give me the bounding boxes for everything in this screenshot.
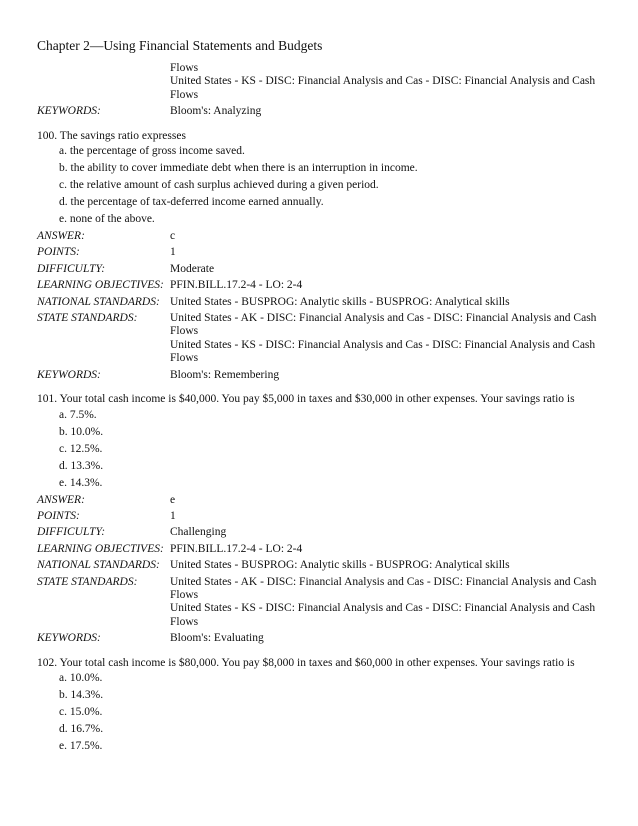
meta-line: Bloom's: Evaluating [170, 632, 264, 645]
meta-line: Moderate [170, 262, 215, 275]
meta-row [37, 526, 607, 539]
meta-line: 1 [170, 246, 176, 259]
meta-line: United States - BUSPROG: Analytic skills - BUSPROG: Analytical skills [170, 295, 510, 308]
meta-label: KEYWORDS: [37, 105, 101, 118]
meta-label: POINTS: [37, 509, 80, 522]
meta-row [37, 559, 607, 572]
answer-choice: e. 17.5%. [59, 739, 103, 752]
question-block [37, 657, 607, 754]
meta-value [170, 510, 607, 523]
meta-row [37, 230, 607, 243]
meta-value [170, 526, 607, 539]
meta-value [170, 230, 607, 243]
meta-line: United States - KS - DISC: Financial Analysis and Cas - DISC: Financial Analysis and Cash Flows [170, 602, 596, 628]
meta-row [37, 543, 607, 556]
meta-label: STATE STANDARDS: [37, 575, 138, 588]
answer-choice: a. 10.0%. [59, 671, 103, 684]
meta-row [37, 369, 607, 382]
meta-line: United States - AK - DISC: Financial Analysis and Cas - DISC: Financial Analysis and Cash Flows [170, 575, 597, 601]
meta-label: ANSWER: [37, 230, 85, 243]
question-content [37, 62, 607, 757]
meta-row [37, 246, 607, 259]
meta-value [170, 279, 607, 292]
meta-label: NATIONAL STANDARDS: [37, 559, 160, 572]
meta-value [170, 263, 607, 276]
meta-label: NATIONAL STANDARDS: [37, 295, 160, 308]
meta-line: United States - AK - DISC: Financial Analysis and Cas - DISC: Financial Analysis and Cash Flows [170, 312, 597, 338]
meta-label: ANSWER: [37, 493, 85, 506]
answer-choices [37, 409, 607, 490]
meta-label: LEARNING OBJECTIVES: [37, 279, 164, 292]
meta-line: e [170, 493, 176, 506]
meta-value [170, 62, 607, 102]
meta-label [37, 62, 170, 102]
answer-choices [37, 672, 607, 753]
meta-value [170, 494, 607, 507]
meta-label: DIFFICULTY: [37, 526, 106, 539]
meta-line: PFIN.BILL.17.2-4 - LO: 2-4 [170, 542, 303, 555]
answer-choice: b. 10.0%. [59, 425, 104, 438]
meta-row [37, 263, 607, 276]
meta-value: Bloom's: Analyzing [170, 105, 262, 118]
question-block [37, 393, 607, 645]
meta-line: c [170, 230, 176, 243]
question-stem: 100. The savings ratio expresses [37, 129, 186, 142]
meta-row [37, 279, 607, 292]
carryover-state-standards [37, 62, 607, 102]
meta-row [37, 494, 607, 507]
answer-choice: c. 12.5%. [59, 442, 103, 455]
meta-label: KEYWORDS: [37, 632, 101, 645]
meta-label: LEARNING OBJECTIVES: [37, 542, 164, 555]
meta-row [37, 312, 607, 366]
answer-choice: e. 14.3%. [59, 476, 103, 489]
meta-value [170, 296, 607, 309]
carryover-keywords [37, 105, 607, 118]
page-title: Chapter 2—Using Financial Statements and Budgets [37, 38, 323, 53]
question-list [37, 130, 607, 754]
meta-label: STATE STANDARDS: [37, 312, 138, 325]
meta-value [170, 246, 607, 259]
question-stem: 101. Your total cash income is $40,000. You pay $5,000 in taxes and $30,000 in other expenses. Your savings ratio is [37, 393, 575, 406]
meta-row [37, 296, 607, 309]
meta-line: 1 [170, 509, 176, 522]
answer-choice: a. 7.5%. [59, 408, 97, 421]
meta-line: Bloom's: Remembering [170, 368, 280, 381]
meta-row [37, 576, 607, 630]
meta-line: Flows [170, 62, 199, 74]
meta-line: Challenging [170, 526, 227, 539]
meta-line: United States - KS - DISC: Financial Analysis and Cas - DISC: Financial Analysis and Cash Flows [170, 338, 596, 365]
answer-choice: e. none of the above. [59, 213, 155, 226]
meta-value [170, 632, 607, 645]
meta-value [170, 369, 607, 382]
meta-value [170, 559, 607, 572]
meta-value [170, 312, 607, 366]
meta-value [170, 543, 607, 556]
answer-choice: a. the percentage of gross income saved. [59, 145, 245, 158]
answer-choice: b. the ability to cover immediate debt when there is an interruption in income. [59, 162, 418, 175]
answer-choice: d. 13.3%. [59, 459, 104, 472]
answer-choice: d. the percentage of tax-deferred income earned annually. [59, 196, 324, 209]
answer-choice: c. 15.0%. [59, 705, 103, 718]
answer-choice: b. 14.3%. [59, 688, 104, 701]
meta-label: KEYWORDS: [37, 368, 101, 381]
meta-line: PFIN.BILL.17.2-4 - LO: 2-4 [170, 279, 303, 292]
meta-line: United States - BUSPROG: Analytic skills - BUSPROG: Analytical skills [170, 559, 510, 572]
question-block [37, 130, 607, 382]
answer-choices [37, 145, 607, 226]
answer-choice: c. the relative amount of cash surplus achieved during a given period. [59, 179, 379, 192]
meta-label: DIFFICULTY: [37, 262, 106, 275]
meta-row [37, 510, 607, 523]
question-stem: 102. Your total cash income is $80,000. You pay $8,000 in taxes and $60,000 in other expenses. Your savings ratio is [37, 656, 575, 669]
meta-row [37, 632, 607, 645]
meta-label: POINTS: [37, 246, 80, 259]
answer-choice: d. 16.7%. [59, 722, 104, 735]
meta-value [170, 576, 607, 630]
meta-line: United States - KS - DISC: Financial Analysis and Cas - DISC: Financial Analysis and Cash Flows [170, 75, 596, 101]
